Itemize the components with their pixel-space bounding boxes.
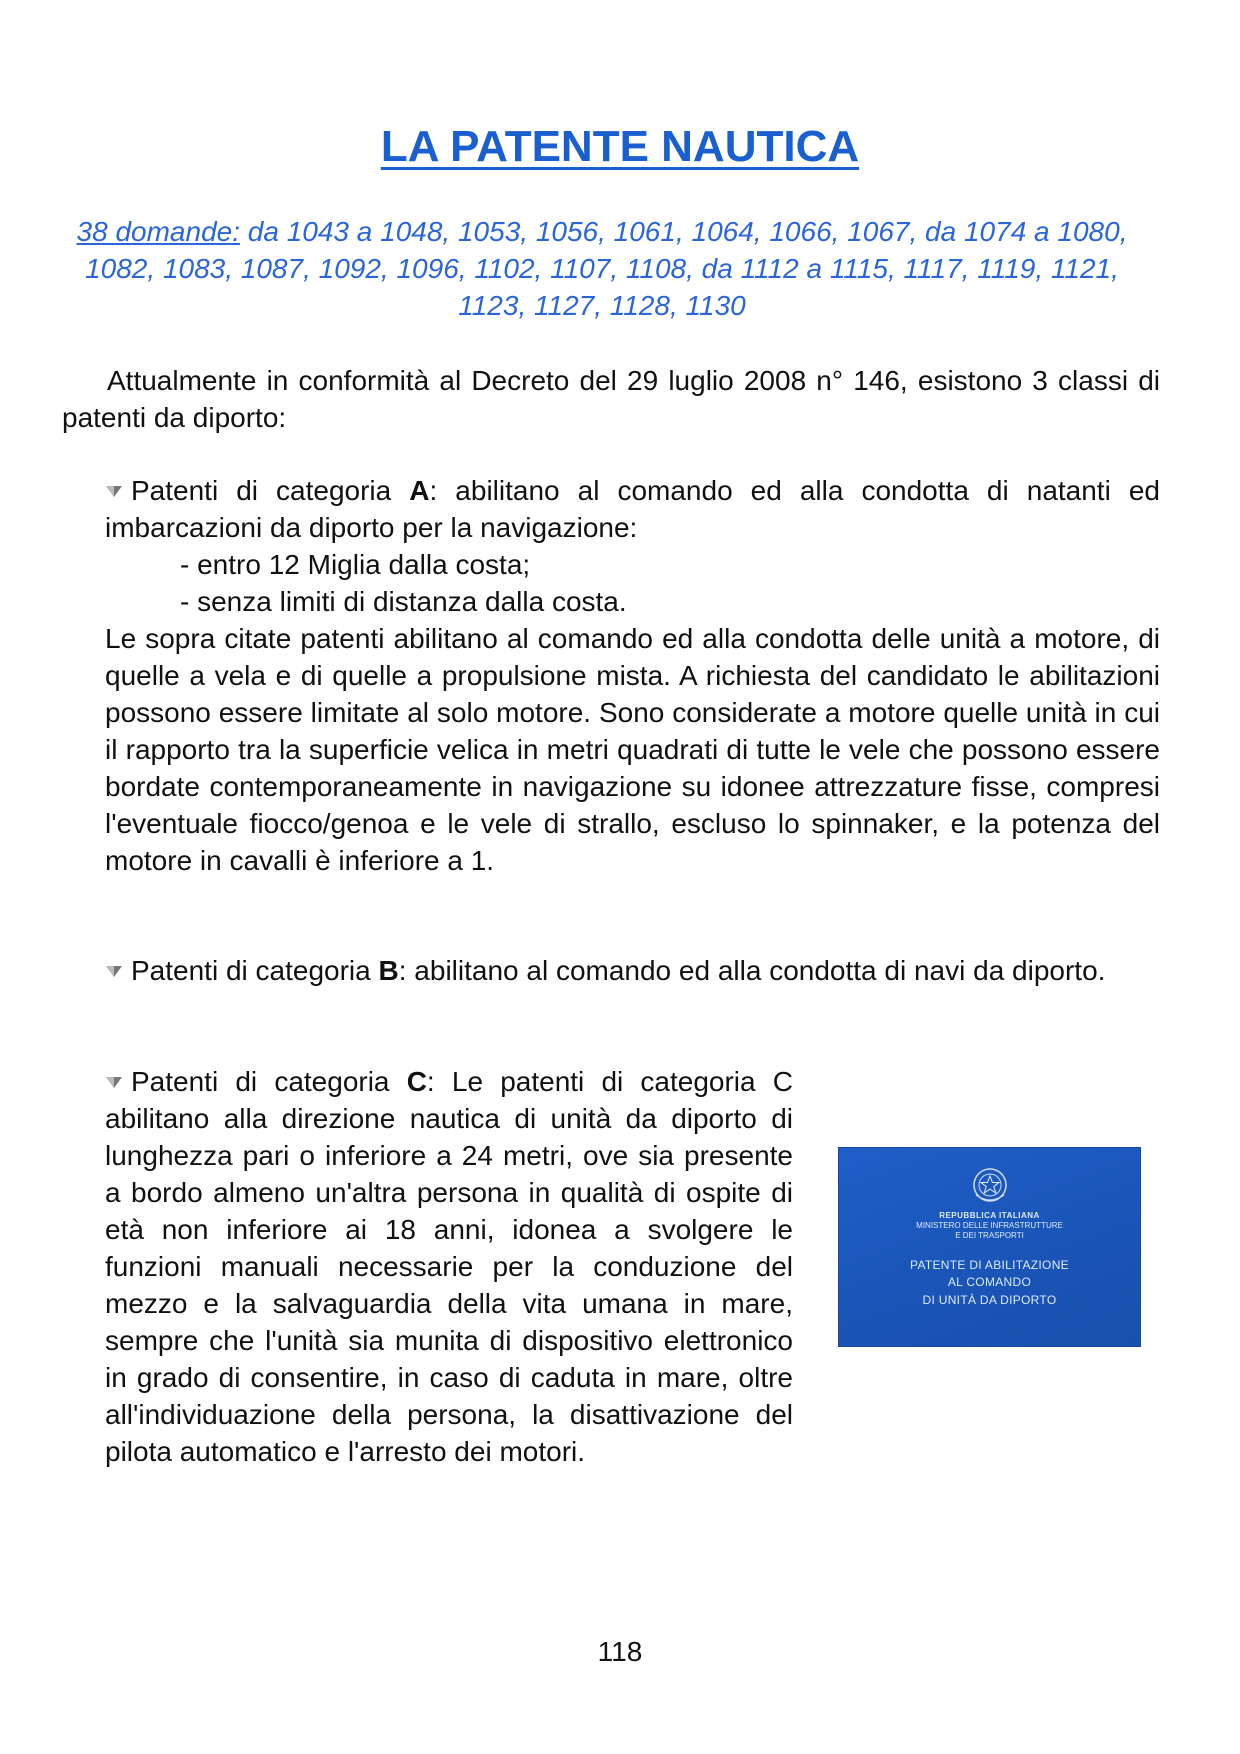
card-ministry-text: MINISTERO DELLE INFRASTRUTTURE — [916, 1221, 1063, 1230]
category-c-section — [105, 1063, 793, 1470]
category-a-prefix: Patenti di categoria — [131, 475, 410, 506]
question-count-label: 38 domande: — [76, 216, 240, 247]
card-title-line-1: PATENTE DI ABILITAZIONE — [910, 1258, 1069, 1272]
page-title: LA PATENTE NAUTICA — [380, 122, 860, 171]
category-c-letter: C — [406, 1066, 427, 1097]
list-item: - entro 12 Miglia dalla costa; — [180, 549, 531, 580]
category-b-heading — [105, 952, 1160, 989]
category-a-text: : abilitano al comando ed alla condotta di natanti ed imbarcazioni da diporto per la navigazione: — [105, 475, 1160, 543]
license-card-image — [838, 1147, 1141, 1347]
card-title-line-2: AL COMANDO — [947, 1275, 1032, 1289]
list-item: - senza limiti di distanza dalla costa. — [180, 586, 627, 617]
category-c-prefix: Patenti di categoria — [131, 1066, 407, 1097]
category-a-detail: Le sopra citate patenti abilitano al comando ed alla condotta delle unità a motore, di quelle a vela e di quelle a propulsione mista. A richiesta del candidato le abilitazioni possono essere limitate al solo motore. Sono considerate a motore quelle unità in cui il rapporto tra la superficie velica in metri quadrati di tutte le vele che possono essere bordate contemporaneamente in navigazione su idonee attrezzature fisse, compresi l'eventuale fiocco/genoa e le vele di strallo, escluso lo spinnaker, e la potenza del motore in cavalli è inferiore a 1. — [105, 623, 1160, 876]
category-b-text: : abilitano al comando ed alla condotta di navi da diporto. — [398, 955, 1106, 986]
category-a-section — [105, 472, 1160, 879]
arrow-bullet-icon — [105, 962, 123, 980]
card-ministry-text-2: E DEI TRASPORTI — [955, 1231, 1024, 1240]
category-c-paragraph — [105, 1063, 793, 1470]
category-a-heading — [105, 472, 1160, 546]
category-a-distance-list — [105, 546, 1160, 620]
arrow-bullet-icon — [105, 482, 123, 500]
arrow-bullet-icon — [105, 1073, 123, 1091]
card-title-line-3: DI UNITÀ DA DIPORTO — [922, 1293, 1057, 1307]
page-number: 118 — [597, 1636, 643, 1667]
republic-emblem-icon — [970, 1165, 1010, 1205]
category-a-letter: A — [409, 475, 430, 506]
category-b-prefix: Patenti di categoria — [131, 955, 379, 986]
intro-paragraph: Attualmente in conformità al Decreto del 29 luglio 2008 n° 146, esistono 3 classi di patenti da diporto: — [62, 365, 1160, 433]
question-range — [62, 213, 1142, 324]
card-republic-text: REPUBBLICA ITALIANA — [939, 1211, 1040, 1220]
category-b-letter: B — [378, 955, 399, 986]
question-numbers: da 1043 a 1048, 1053, 1056, 1061, 1064, 1066, 1067, da 1074 a 1080, 1082, 1083, 1087, 1092, 1096, 1102, 1107, 1108, da 1112 a 1115, 1117, 1119, 1121, 1123, 1127, 1128, 1130 — [85, 216, 1128, 321]
category-b-section — [105, 952, 1160, 989]
category-c-text: : Le patenti di categoria C abilitano alla direzione nautica di unità da diporto di lunghezza pari o inferiore a 24 metri, ove sia presente a bordo almeno un'altra persona in qualità di ospite di età non inferiore ai 18 anni, idonea a svolgere le funzioni manuali necessarie per la conduzione del mezzo e la salvaguardia della vita umana in mare, sempre che l'unità sia munita di dispositivo elettronico in grado di consentire, in caso di caduta in mare, oltre all'individuazione della persona, la disattivazione del pilota automatico e l'arresto dei motori. — [105, 1066, 793, 1467]
